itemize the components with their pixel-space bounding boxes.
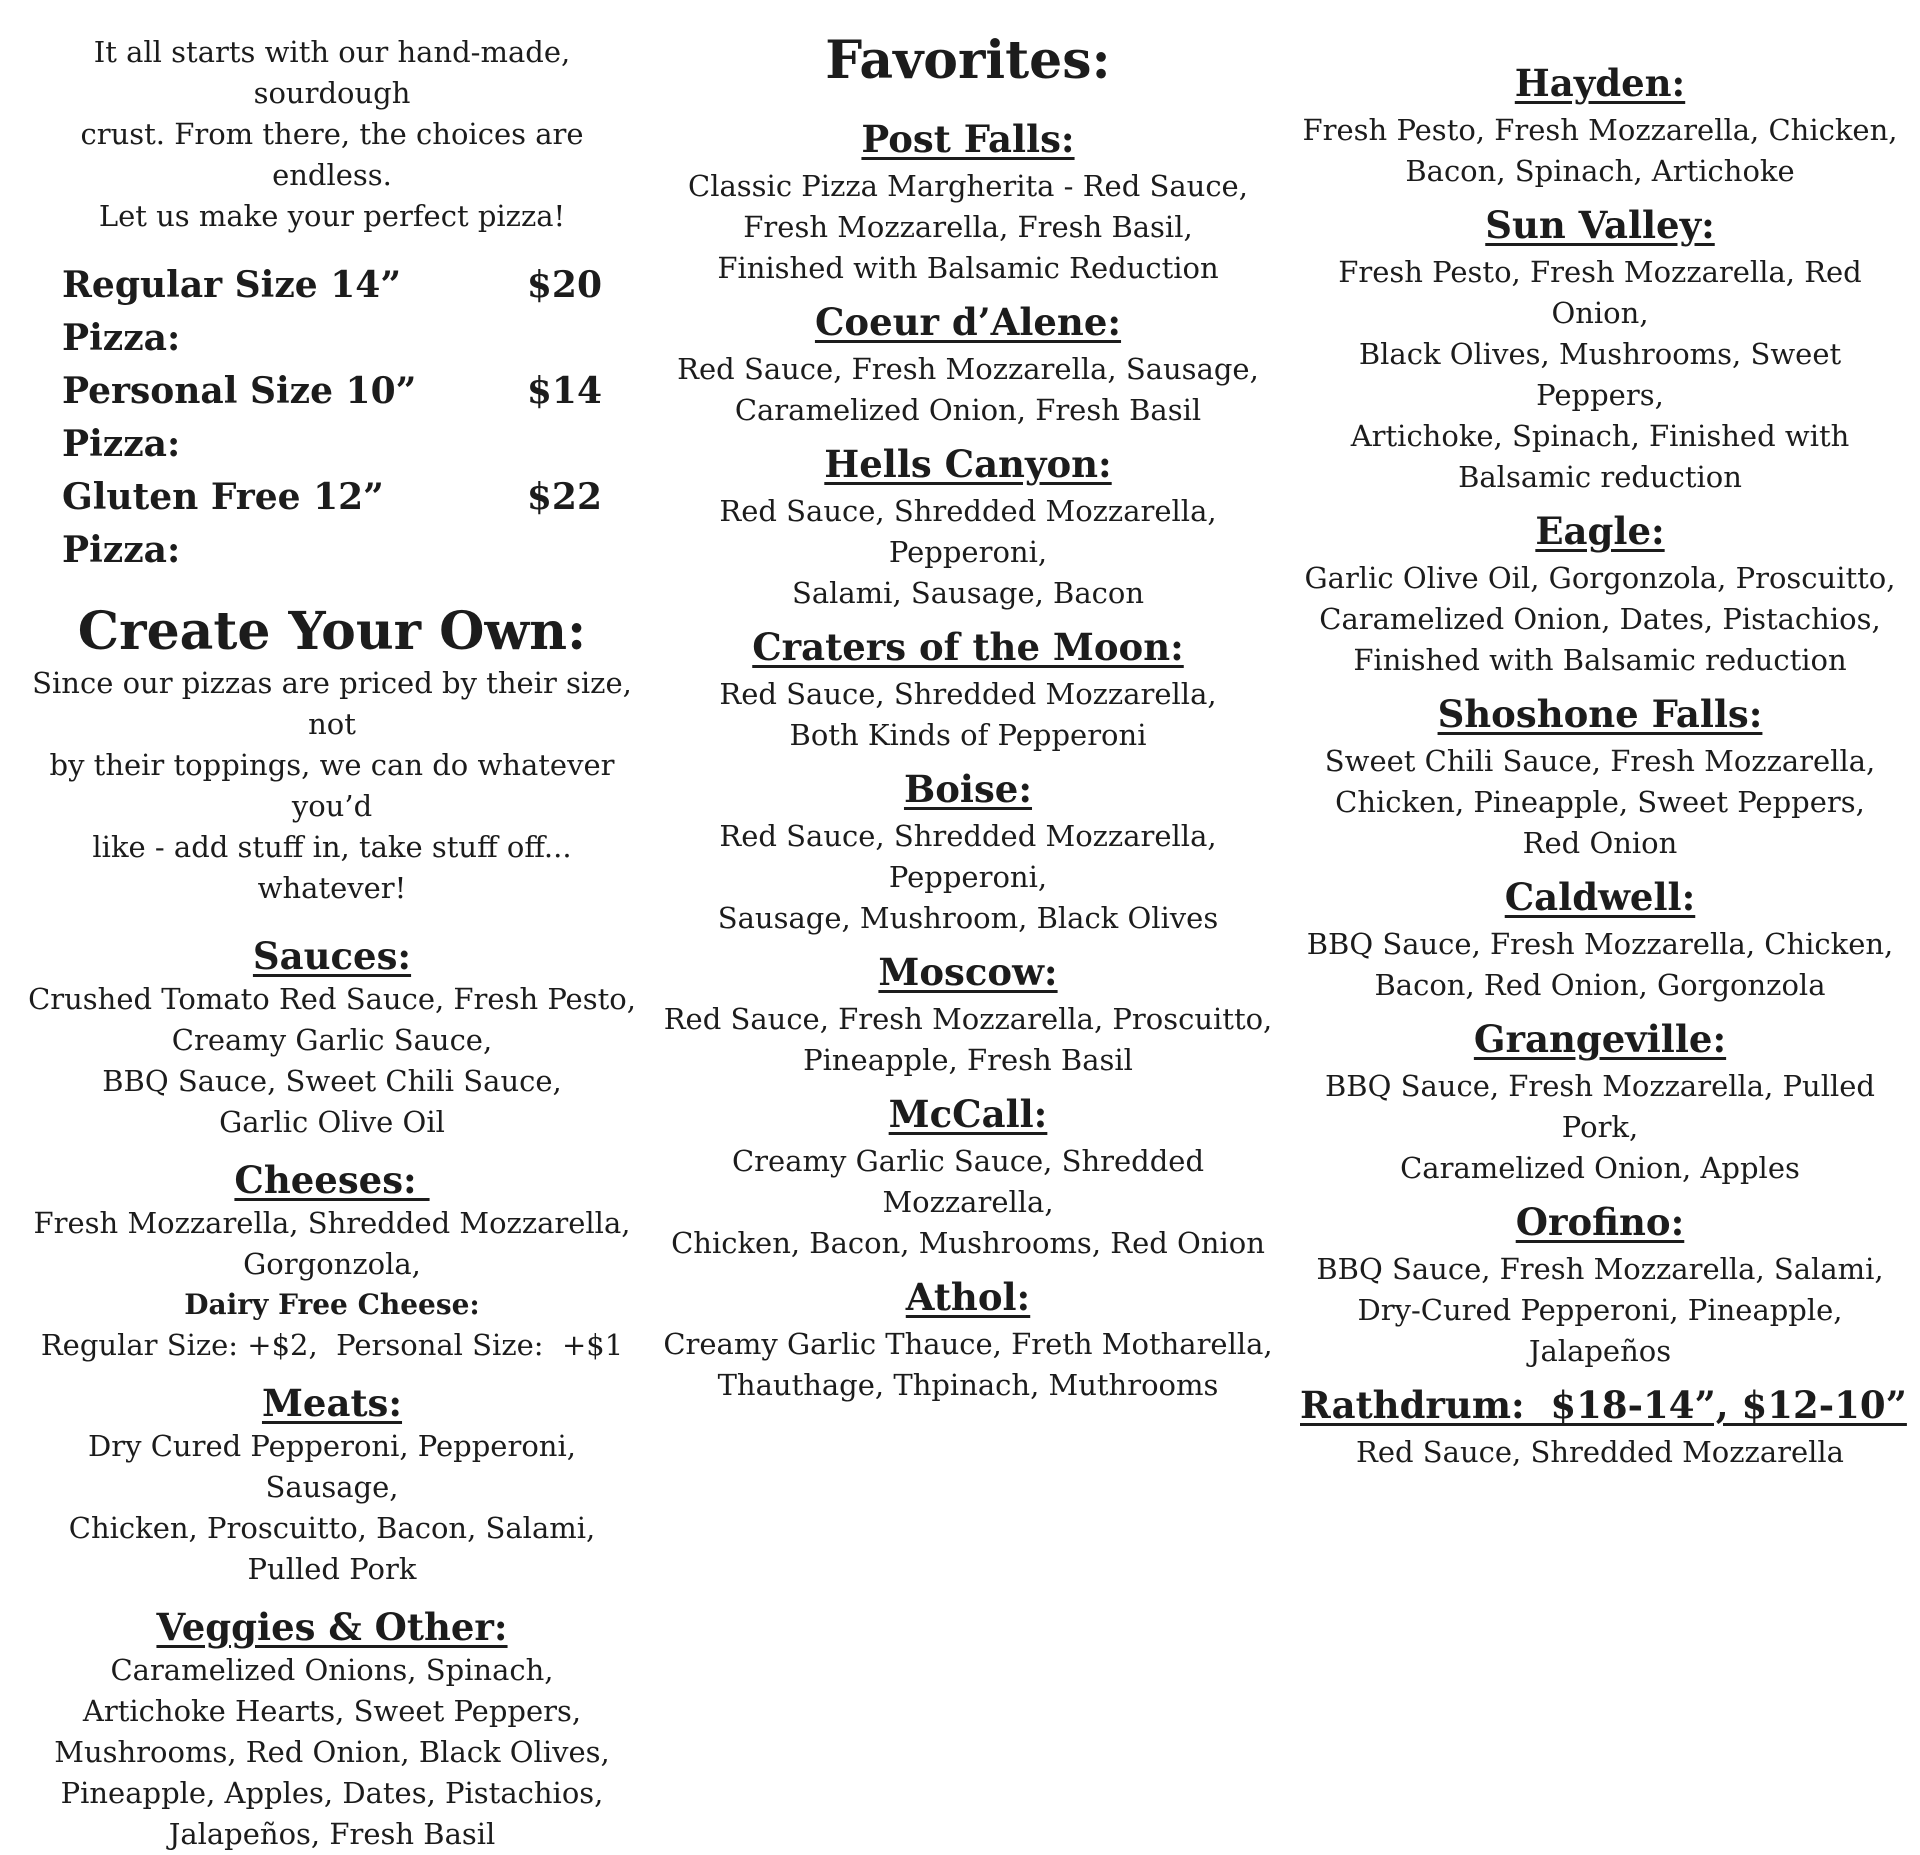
pizza-name: Coeur d’Alene:	[814, 300, 1122, 344]
intro-line: crust. From there, the choices are endless.	[80, 117, 584, 192]
pizza-name: McCall:	[888, 1092, 1048, 1136]
middle-column	[652, 0, 1284, 1406]
pizza-name: Grangeville:	[1473, 1017, 1727, 1061]
pizza-toppings	[1300, 741, 1900, 864]
pizza-boise	[652, 766, 1284, 939]
veggies-list	[22, 1650, 642, 1855]
pizza-toppings	[652, 1141, 1284, 1264]
topping-line: Garlic Olive Oil, Gorgonzola, Proscuitto,	[1304, 561, 1896, 595]
right-column	[1300, 0, 1907, 1473]
meats-list	[22, 1426, 642, 1590]
pizza-hells-canyon	[652, 441, 1284, 614]
pizza-name: Post Falls:	[861, 117, 1075, 161]
topping-line: Pineapple, Fresh Basil	[803, 1043, 1133, 1077]
pizza-name: Shoshone Falls:	[1437, 692, 1763, 736]
pizza-name: Athol:	[905, 1275, 1031, 1319]
price-label: Regular Size 14” Pizza:	[62, 264, 402, 359]
topping-line: Red Sauce, Shredded Mozzarella, Pepperoni,	[719, 819, 1217, 894]
price-row-regular	[22, 259, 642, 365]
pizza-toppings	[1300, 252, 1900, 498]
meat-line: Chicken, Proscuitto, Bacon, Salami,	[68, 1511, 596, 1545]
pizza-name: Rathdrum: $18-14”, $12-10”	[1300, 1383, 1907, 1427]
topping-line: Red Sauce, Shredded Mozzarella, Pepperoni,	[719, 494, 1217, 569]
pizza-name: Hayden:	[1514, 61, 1686, 105]
price-value: $22	[526, 476, 602, 518]
pizza-mccall	[652, 1091, 1284, 1264]
topping-line: Chicken, Bacon, Mushrooms, Red Onion	[671, 1226, 1265, 1260]
pizza-eagle	[1300, 508, 1900, 681]
sauce-line: BBQ Sauce, Sweet Chili Sauce,	[102, 1064, 562, 1098]
veggie-line: Pineapple, Apples, Dates, Pistachios,	[60, 1776, 604, 1810]
topping-line: Fresh Pesto, Fresh Mozzarella, Red Onion,	[1338, 255, 1862, 330]
pizza-name: Boise:	[903, 767, 1033, 811]
favorites-list-middle	[652, 116, 1284, 1406]
cheeses-title: Cheeses:	[234, 1158, 430, 1202]
pizza-name: Caldwell:	[1504, 875, 1696, 919]
topping-line: Balsamic reduction	[1458, 460, 1742, 494]
pizza-post-falls	[652, 116, 1284, 289]
topping-line: Chicken, Pineapple, Sweet Peppers,	[1335, 785, 1865, 819]
pizza-coeur-d-alene	[652, 299, 1284, 431]
topping-line: Sausage, Mushroom, Black Olives	[717, 901, 1219, 935]
pizza-craters-of-the-moon	[652, 624, 1284, 756]
topping-line: Creamy Garlic Sauce, Shredded Mozzarella,	[731, 1144, 1205, 1219]
topping-line: BBQ Sauce, Fresh Mozzarella, Chicken,	[1306, 927, 1894, 961]
topping-line: Fresh Mozzarella, Fresh Basil,	[743, 210, 1193, 244]
pizza-toppings	[652, 816, 1284, 939]
pizza-toppings	[652, 166, 1284, 289]
sauce-line: Garlic Olive Oil	[219, 1105, 445, 1139]
pizza-toppings	[652, 1324, 1284, 1406]
pizza-grangeville	[1300, 1016, 1900, 1189]
cyo-line: like - add stuff in, take stuff off... whatever!	[92, 830, 572, 905]
topping-line: Sweet Chili Sauce, Fresh Mozzarella,	[1324, 744, 1876, 778]
topping-line: Bacon, Spinach, Artichoke	[1405, 154, 1795, 188]
topping-line: Finished with Balsamic reduction	[1353, 643, 1847, 677]
pizza-name: Orofino:	[1515, 1200, 1685, 1244]
intro-text	[22, 32, 642, 237]
meat-line: Dry Cured Pepperoni, Pepperoni, Sausage,	[88, 1429, 576, 1504]
pizza-toppings	[1300, 558, 1900, 681]
sauce-line: Creamy Garlic Sauce,	[171, 1023, 493, 1057]
pizza-name: Craters of the Moon:	[752, 625, 1184, 669]
topping-line: Black Olives, Mushrooms, Sweet Peppers,	[1358, 337, 1842, 412]
create-your-own-title: Create Your Own:	[77, 601, 587, 662]
topping-line: Both Kinds of Pepperoni	[789, 718, 1147, 752]
veggie-line: Jalapeños, Fresh Basil	[168, 1817, 496, 1851]
pizza-toppings	[652, 674, 1284, 756]
topping-line: Classic Pizza Margherita - Red Sauce,	[688, 169, 1248, 203]
topping-line: Fresh Pesto, Fresh Mozzarella, Chicken,	[1302, 113, 1898, 147]
favorites-title: Favorites:	[825, 30, 1111, 91]
pizza-toppings	[1300, 924, 1900, 1006]
dairy-free-label: Dairy Free Cheese:	[184, 1288, 480, 1321]
price-label: Gluten Free 12” Pizza:	[62, 476, 384, 571]
veggie-line: Mushrooms, Red Onion, Black Olives,	[54, 1735, 610, 1769]
pizza-moscow	[652, 949, 1284, 1081]
topping-line: Red Sauce, Fresh Mozzarella, Proscuitto,	[663, 1002, 1273, 1036]
meats-section	[22, 1380, 642, 1590]
intro-line: Let us make your perfect pizza!	[98, 199, 566, 233]
cyo-line: by their toppings, we can do whatever you’d	[49, 748, 615, 823]
create-your-own-text	[22, 663, 642, 909]
price-value: $20	[526, 264, 602, 306]
dairy-free-prices: Regular Size: +$2, Personal Size: +$1	[40, 1328, 624, 1362]
topping-line: BBQ Sauce, Fresh Mozzarella, Salami,	[1316, 1252, 1884, 1286]
veggie-line: Artichoke Hearts, Sweet Peppers,	[82, 1694, 582, 1728]
sauces-section	[22, 933, 642, 1143]
pizza-athol	[652, 1274, 1284, 1406]
pizza-caldwell	[1300, 874, 1900, 1006]
pizza-toppings	[652, 999, 1284, 1081]
topping-line: Salami, Sausage, Bacon	[791, 576, 1145, 610]
pizza-name: Sun Valley:	[1485, 203, 1715, 247]
pizza-name: Eagle:	[1535, 509, 1665, 553]
topping-line: Dry-Cured Pepperoni, Pineapple, Jalapeños	[1357, 1293, 1843, 1368]
pizza-toppings	[652, 349, 1284, 431]
topping-line: Red Sauce, Shredded Mozzarella,	[719, 677, 1217, 711]
pizza-toppings	[1300, 1432, 1900, 1473]
topping-line: Finished with Balsamic Reduction	[717, 251, 1219, 285]
left-column	[22, 0, 642, 1855]
price-value: $14	[526, 370, 602, 412]
topping-line: Red Sauce, Fresh Mozzarella, Sausage,	[677, 352, 1259, 386]
topping-line: Red Sauce, Shredded Mozzarella	[1356, 1435, 1844, 1469]
cheese-line: Fresh Mozzarella, Shredded Mozzarella,	[33, 1206, 631, 1240]
cheese-line: Gorgonzola,	[243, 1247, 421, 1281]
intro-line: It all starts with our hand-made, sourdough	[93, 35, 571, 110]
topping-line: Creamy Garlic Thauce, Freth Motharella,	[663, 1327, 1273, 1361]
sauces-list	[22, 979, 642, 1143]
topping-line: Artichoke, Spinach, Finished with	[1350, 419, 1850, 453]
topping-line: Red Onion	[1522, 826, 1678, 860]
pizza-orofino	[1300, 1199, 1900, 1372]
price-row-personal	[22, 365, 642, 471]
price-row-gluten-free	[22, 471, 642, 577]
pizza-sun-valley	[1300, 202, 1900, 498]
pizza-shoshone-falls	[1300, 691, 1900, 864]
topping-line: Bacon, Red Onion, Gorgonzola	[1374, 968, 1826, 1002]
pizza-toppings	[1300, 110, 1900, 192]
veggie-line: Caramelized Onions, Spinach,	[110, 1653, 554, 1687]
sauces-title: Sauces:	[252, 934, 412, 978]
price-list	[22, 259, 642, 577]
cyo-line: Since our pizzas are priced by their size, not	[32, 666, 632, 741]
meat-line: Pulled Pork	[247, 1552, 417, 1586]
sauce-line: Crushed Tomato Red Sauce, Fresh Pesto,	[28, 982, 636, 1016]
veggies-title: Veggies & Other:	[156, 1605, 508, 1649]
meats-title: Meats:	[261, 1381, 403, 1425]
pizza-name: Moscow:	[878, 950, 1058, 994]
pizza-name: Hells Canyon:	[824, 442, 1112, 486]
cheeses-section	[22, 1157, 642, 1366]
pizza-toppings	[652, 491, 1284, 614]
topping-line: Caramelized Onion, Fresh Basil	[734, 393, 1202, 427]
pizza-rathdrum	[1300, 1382, 1907, 1473]
topping-line: Caramelized Onion, Apples	[1400, 1151, 1800, 1185]
topping-line: BBQ Sauce, Fresh Mozzarella, Pulled Pork,	[1325, 1069, 1875, 1144]
topping-line: Caramelized Onion, Dates, Pistachios,	[1319, 602, 1881, 636]
cheeses-list	[22, 1203, 642, 1366]
pizza-hayden	[1300, 60, 1900, 192]
pizza-toppings	[1300, 1249, 1900, 1372]
price-label: Personal Size 10” Pizza:	[62, 370, 417, 465]
topping-line: Thauthage, Thpinach, Muthrooms	[717, 1368, 1219, 1402]
veggies-section	[22, 1604, 642, 1855]
favorites-list-right	[1300, 60, 1907, 1473]
pizza-toppings	[1300, 1066, 1900, 1189]
